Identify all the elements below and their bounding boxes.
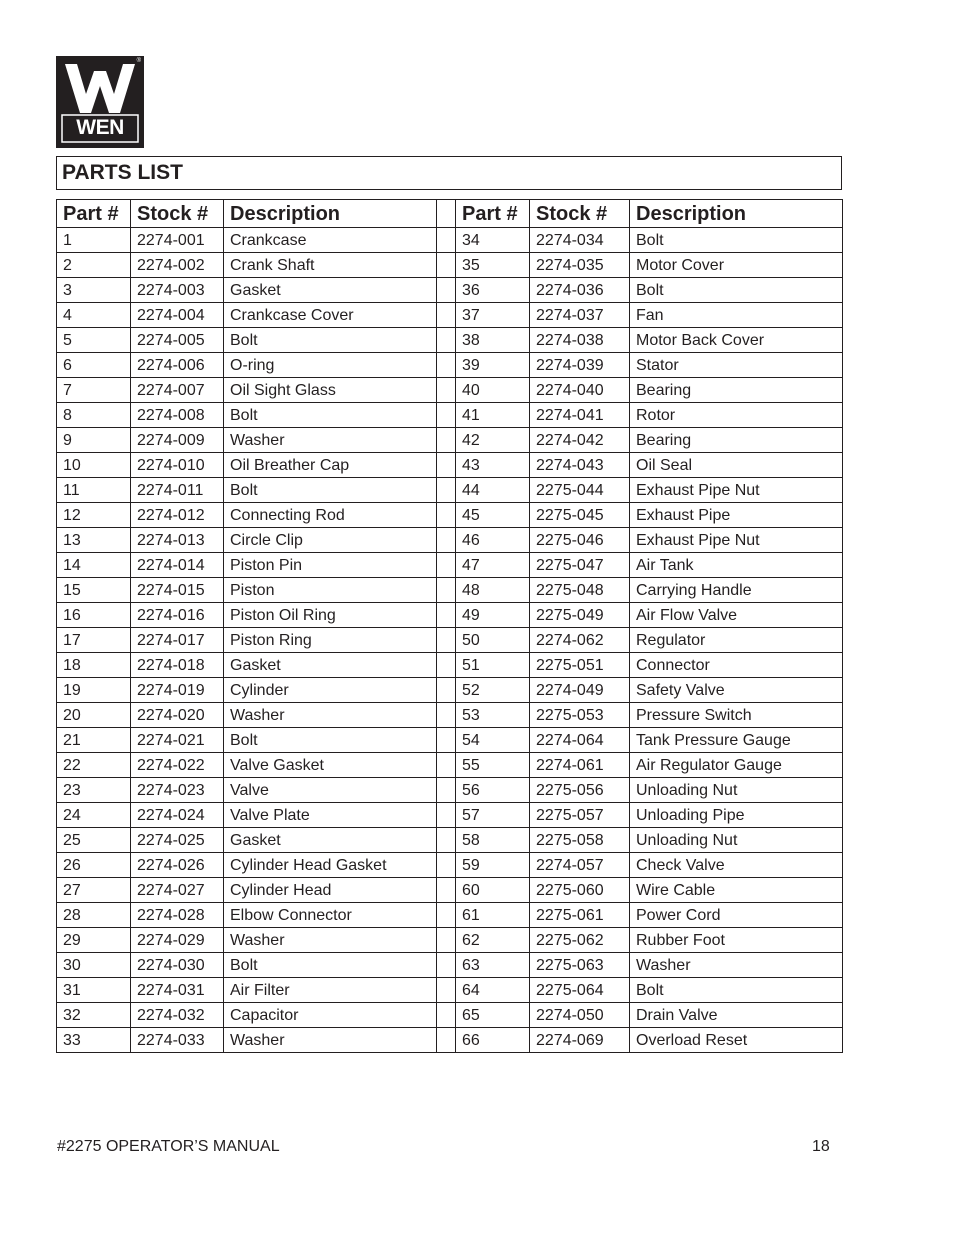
cell-stock: 2275-062 bbox=[530, 928, 630, 953]
table-row bbox=[57, 278, 843, 303]
cell-description: Motor Back Cover bbox=[630, 328, 843, 353]
cell-stock: 2274-061 bbox=[530, 753, 630, 778]
cell-description: Unloading Pipe bbox=[630, 803, 843, 828]
cell-stock: 2275-051 bbox=[530, 653, 630, 678]
cell-stock: 2274-023 bbox=[131, 778, 224, 803]
cell-part: 61 bbox=[456, 903, 530, 928]
cell-description: Washer bbox=[224, 428, 437, 453]
cell-part: 51 bbox=[456, 653, 530, 678]
cell-part: 4 bbox=[57, 303, 131, 328]
cell-description: Fan bbox=[630, 303, 843, 328]
column-gap bbox=[437, 928, 456, 953]
cell-stock: 2275-047 bbox=[530, 553, 630, 578]
cell-stock: 2275-063 bbox=[530, 953, 630, 978]
cell-stock: 2275-044 bbox=[530, 478, 630, 503]
cell-description: Gasket bbox=[224, 828, 437, 853]
column-gap bbox=[437, 703, 456, 728]
cell-stock: 2275-046 bbox=[530, 528, 630, 553]
cell-description: Cylinder Head Gasket bbox=[224, 853, 437, 878]
cell-part: 24 bbox=[57, 803, 131, 828]
cell-description: Crankcase bbox=[224, 228, 437, 253]
cell-stock: 2274-022 bbox=[131, 753, 224, 778]
cell-part: 44 bbox=[456, 478, 530, 503]
cell-description: Motor Cover bbox=[630, 253, 843, 278]
cell-description: Unloading Nut bbox=[630, 828, 843, 853]
cell-part: 32 bbox=[57, 1003, 131, 1028]
cell-description: Stator bbox=[630, 353, 843, 378]
cell-part: 7 bbox=[57, 378, 131, 403]
cell-description: Check Valve bbox=[630, 853, 843, 878]
cell-part: 36 bbox=[456, 278, 530, 303]
cell-part: 35 bbox=[456, 253, 530, 278]
column-gap bbox=[437, 678, 456, 703]
cell-description: Drain Valve bbox=[630, 1003, 843, 1028]
cell-stock: 2274-049 bbox=[530, 678, 630, 703]
cell-stock: 2275-048 bbox=[530, 578, 630, 603]
table-row bbox=[57, 803, 843, 828]
column-gap bbox=[437, 778, 456, 803]
cell-description: Connecting Rod bbox=[224, 503, 437, 528]
page-number: 18 bbox=[812, 1138, 830, 1155]
table-row bbox=[57, 428, 843, 453]
cell-description: Circle Clip bbox=[224, 528, 437, 553]
cell-stock: 2274-003 bbox=[131, 278, 224, 303]
cell-stock: 2275-058 bbox=[530, 828, 630, 853]
column-gap bbox=[437, 728, 456, 753]
cell-description: Gasket bbox=[224, 653, 437, 678]
cell-stock: 2274-026 bbox=[131, 853, 224, 878]
table-row bbox=[57, 403, 843, 428]
cell-description: Unloading Nut bbox=[630, 778, 843, 803]
cell-stock: 2274-002 bbox=[131, 253, 224, 278]
table-row bbox=[57, 228, 843, 253]
cell-stock: 2274-005 bbox=[131, 328, 224, 353]
cell-stock: 2275-056 bbox=[530, 778, 630, 803]
cell-stock: 2274-011 bbox=[131, 478, 224, 503]
cell-part: 18 bbox=[57, 653, 131, 678]
column-gap bbox=[437, 878, 456, 903]
table-row bbox=[57, 1028, 843, 1053]
cell-part: 62 bbox=[456, 928, 530, 953]
cell-part: 3 bbox=[57, 278, 131, 303]
cell-part: 40 bbox=[456, 378, 530, 403]
cell-stock: 2274-020 bbox=[131, 703, 224, 728]
cell-stock: 2274-001 bbox=[131, 228, 224, 253]
column-gap bbox=[437, 478, 456, 503]
column-gap bbox=[437, 1003, 456, 1028]
cell-description: Crank Shaft bbox=[224, 253, 437, 278]
cell-part: 57 bbox=[456, 803, 530, 828]
cell-stock: 2274-038 bbox=[530, 328, 630, 353]
cell-part: 38 bbox=[456, 328, 530, 353]
table-row bbox=[57, 603, 843, 628]
cell-description: Bolt bbox=[224, 403, 437, 428]
cell-part: 37 bbox=[456, 303, 530, 328]
cell-description: O-ring bbox=[224, 353, 437, 378]
table-row bbox=[57, 953, 843, 978]
column-gap bbox=[437, 228, 456, 253]
cell-part: 28 bbox=[57, 903, 131, 928]
cell-part: 1 bbox=[57, 228, 131, 253]
column-gap bbox=[437, 353, 456, 378]
cell-part: 8 bbox=[57, 403, 131, 428]
cell-stock: 2275-064 bbox=[530, 978, 630, 1003]
cell-description: Piston Ring bbox=[224, 628, 437, 653]
cell-stock: 2275-060 bbox=[530, 878, 630, 903]
cell-description: Bolt bbox=[224, 478, 437, 503]
cell-stock: 2274-016 bbox=[131, 603, 224, 628]
cell-part: 26 bbox=[57, 853, 131, 878]
cell-description: Air Regulator Gauge bbox=[630, 753, 843, 778]
table-row bbox=[57, 303, 843, 328]
cell-description: Capacitor bbox=[224, 1003, 437, 1028]
column-gap bbox=[437, 528, 456, 553]
column-gap bbox=[437, 803, 456, 828]
cell-part: 42 bbox=[456, 428, 530, 453]
table-row bbox=[57, 253, 843, 278]
cell-description: Cylinder bbox=[224, 678, 437, 703]
cell-part: 14 bbox=[57, 553, 131, 578]
column-gap bbox=[437, 553, 456, 578]
cell-stock: 2274-006 bbox=[131, 353, 224, 378]
cell-stock: 2274-004 bbox=[131, 303, 224, 328]
column-gap bbox=[437, 303, 456, 328]
cell-description: Bolt bbox=[630, 278, 843, 303]
cell-part: 2 bbox=[57, 253, 131, 278]
cell-stock: 2275-057 bbox=[530, 803, 630, 828]
cell-part: 52 bbox=[456, 678, 530, 703]
cell-description: Elbow Connector bbox=[224, 903, 437, 928]
cell-part: 33 bbox=[57, 1028, 131, 1053]
table-row bbox=[57, 878, 843, 903]
cell-part: 5 bbox=[57, 328, 131, 353]
manual-title: #2275 OPERATOR’S MANUAL bbox=[57, 1138, 280, 1155]
table-row bbox=[57, 328, 843, 353]
cell-description: Valve Plate bbox=[224, 803, 437, 828]
cell-description: Washer bbox=[224, 703, 437, 728]
cell-part: 13 bbox=[57, 528, 131, 553]
cell-description: Bolt bbox=[224, 728, 437, 753]
cell-stock: 2274-062 bbox=[530, 628, 630, 653]
table-row bbox=[57, 503, 843, 528]
cell-stock: 2274-012 bbox=[131, 503, 224, 528]
cell-part: 27 bbox=[57, 878, 131, 903]
cell-stock: 2274-032 bbox=[131, 1003, 224, 1028]
cell-part: 49 bbox=[456, 603, 530, 628]
table-header-row bbox=[57, 200, 843, 228]
logo-wordmark: WEN bbox=[76, 116, 124, 139]
cell-description: Bearing bbox=[630, 378, 843, 403]
cell-description: Oil Seal bbox=[630, 453, 843, 478]
cell-description: Cylinder Head bbox=[224, 878, 437, 903]
column-gap bbox=[437, 378, 456, 403]
cell-part: 54 bbox=[456, 728, 530, 753]
cell-part: 53 bbox=[456, 703, 530, 728]
column-gap bbox=[437, 603, 456, 628]
cell-stock: 2274-057 bbox=[530, 853, 630, 878]
cell-stock: 2274-034 bbox=[530, 228, 630, 253]
cell-stock: 2274-030 bbox=[131, 953, 224, 978]
cell-stock: 2274-036 bbox=[530, 278, 630, 303]
cell-part: 10 bbox=[57, 453, 131, 478]
cell-stock: 2274-031 bbox=[131, 978, 224, 1003]
col-header-stock: Stock # bbox=[131, 200, 224, 228]
cell-stock: 2274-018 bbox=[131, 653, 224, 678]
table-row bbox=[57, 828, 843, 853]
col-header-description: Description bbox=[224, 200, 437, 228]
column-gap bbox=[437, 828, 456, 853]
cell-stock: 2274-009 bbox=[131, 428, 224, 453]
col-header-description: Description bbox=[630, 200, 843, 228]
cell-part: 55 bbox=[456, 753, 530, 778]
column-gap bbox=[437, 978, 456, 1003]
cell-part: 11 bbox=[57, 478, 131, 503]
cell-description: Exhaust Pipe Nut bbox=[630, 528, 843, 553]
cell-stock: 2274-024 bbox=[131, 803, 224, 828]
table-row bbox=[57, 978, 843, 1003]
cell-stock: 2274-043 bbox=[530, 453, 630, 478]
column-gap bbox=[437, 403, 456, 428]
cell-part: 39 bbox=[456, 353, 530, 378]
cell-part: 23 bbox=[57, 778, 131, 803]
cell-stock: 2274-064 bbox=[530, 728, 630, 753]
cell-part: 9 bbox=[57, 428, 131, 453]
table-row bbox=[57, 778, 843, 803]
cell-description: Rubber Foot bbox=[630, 928, 843, 953]
cell-stock: 2274-035 bbox=[530, 253, 630, 278]
column-gap bbox=[437, 653, 456, 678]
column-gap bbox=[437, 953, 456, 978]
cell-stock: 2274-015 bbox=[131, 578, 224, 603]
column-gap bbox=[437, 1028, 456, 1053]
cell-description: Washer bbox=[224, 928, 437, 953]
cell-description: Bolt bbox=[630, 978, 843, 1003]
cell-stock: 2274-042 bbox=[530, 428, 630, 453]
cell-part: 31 bbox=[57, 978, 131, 1003]
cell-description: Bolt bbox=[224, 328, 437, 353]
cell-description: Safety Valve bbox=[630, 678, 843, 703]
cell-part: 15 bbox=[57, 578, 131, 603]
column-gap bbox=[437, 628, 456, 653]
cell-description: Valve Gasket bbox=[224, 753, 437, 778]
cell-part: 48 bbox=[456, 578, 530, 603]
cell-stock: 2274-017 bbox=[131, 628, 224, 653]
cell-description: Regulator bbox=[630, 628, 843, 653]
cell-stock: 2274-025 bbox=[131, 828, 224, 853]
parts-table-body bbox=[57, 228, 843, 1053]
cell-stock: 2275-061 bbox=[530, 903, 630, 928]
cell-part: 59 bbox=[456, 853, 530, 878]
cell-description: Power Cord bbox=[630, 903, 843, 928]
column-gap bbox=[437, 200, 456, 228]
table-row bbox=[57, 703, 843, 728]
cell-stock: 2274-037 bbox=[530, 303, 630, 328]
cell-description: Washer bbox=[224, 1028, 437, 1053]
column-gap bbox=[437, 903, 456, 928]
table-row bbox=[57, 378, 843, 403]
cell-description: Valve bbox=[224, 778, 437, 803]
cell-part: 34 bbox=[456, 228, 530, 253]
cell-description: Piston Oil Ring bbox=[224, 603, 437, 628]
table-row bbox=[57, 628, 843, 653]
cell-stock: 2274-013 bbox=[131, 528, 224, 553]
cell-description: Air Filter bbox=[224, 978, 437, 1003]
col-header-part: Part # bbox=[57, 200, 131, 228]
column-gap bbox=[437, 453, 456, 478]
cell-stock: 2274-008 bbox=[131, 403, 224, 428]
table-row bbox=[57, 528, 843, 553]
table-row bbox=[57, 678, 843, 703]
cell-description: Oil Sight Glass bbox=[224, 378, 437, 403]
cell-stock: 2274-041 bbox=[530, 403, 630, 428]
cell-part: 46 bbox=[456, 528, 530, 553]
cell-part: 43 bbox=[456, 453, 530, 478]
cell-part: 50 bbox=[456, 628, 530, 653]
cell-part: 58 bbox=[456, 828, 530, 853]
table-row bbox=[57, 578, 843, 603]
cell-description: Pressure Switch bbox=[630, 703, 843, 728]
column-gap bbox=[437, 578, 456, 603]
cell-stock: 2274-007 bbox=[131, 378, 224, 403]
registered-mark: ® bbox=[136, 58, 141, 64]
cell-part: 56 bbox=[456, 778, 530, 803]
table-row bbox=[57, 903, 843, 928]
cell-description: Tank Pressure Gauge bbox=[630, 728, 843, 753]
cell-description: Connector bbox=[630, 653, 843, 678]
cell-description: Wire Cable bbox=[630, 878, 843, 903]
table-row bbox=[57, 478, 843, 503]
cell-part: 25 bbox=[57, 828, 131, 853]
cell-part: 19 bbox=[57, 678, 131, 703]
cell-part: 20 bbox=[57, 703, 131, 728]
wen-logo bbox=[56, 56, 144, 148]
cell-description: Carrying Handle bbox=[630, 578, 843, 603]
cell-stock: 2274-033 bbox=[131, 1028, 224, 1053]
col-header-part: Part # bbox=[456, 200, 530, 228]
cell-stock: 2274-039 bbox=[530, 353, 630, 378]
cell-stock: 2274-029 bbox=[131, 928, 224, 953]
cell-part: 66 bbox=[456, 1028, 530, 1053]
cell-description: Exhaust Pipe Nut bbox=[630, 478, 843, 503]
cell-description: Overload Reset bbox=[630, 1028, 843, 1053]
cell-description: Piston bbox=[224, 578, 437, 603]
cell-stock: 2274-019 bbox=[131, 678, 224, 703]
cell-stock: 2274-021 bbox=[131, 728, 224, 753]
cell-description: Washer bbox=[630, 953, 843, 978]
table-row bbox=[57, 853, 843, 878]
cell-description: Exhaust Pipe bbox=[630, 503, 843, 528]
table-row bbox=[57, 728, 843, 753]
cell-part: 16 bbox=[57, 603, 131, 628]
cell-stock: 2274-027 bbox=[131, 878, 224, 903]
cell-stock: 2275-049 bbox=[530, 603, 630, 628]
cell-part: 64 bbox=[456, 978, 530, 1003]
cell-stock: 2275-045 bbox=[530, 503, 630, 528]
cell-stock: 2275-053 bbox=[530, 703, 630, 728]
cell-description: Gasket bbox=[224, 278, 437, 303]
cell-stock: 2274-014 bbox=[131, 553, 224, 578]
cell-description: Bolt bbox=[224, 953, 437, 978]
cell-stock: 2274-040 bbox=[530, 378, 630, 403]
table-row bbox=[57, 353, 843, 378]
table-row bbox=[57, 553, 843, 578]
cell-description: Oil Breather Cap bbox=[224, 453, 437, 478]
cell-part: 29 bbox=[57, 928, 131, 953]
cell-description: Crankcase Cover bbox=[224, 303, 437, 328]
column-gap bbox=[437, 503, 456, 528]
column-gap bbox=[437, 753, 456, 778]
column-gap bbox=[437, 428, 456, 453]
cell-description: Air Tank bbox=[630, 553, 843, 578]
cell-part: 21 bbox=[57, 728, 131, 753]
cell-part: 6 bbox=[57, 353, 131, 378]
page-title: PARTS LIST bbox=[56, 156, 842, 190]
cell-description: Bolt bbox=[630, 228, 843, 253]
col-header-stock: Stock # bbox=[530, 200, 630, 228]
cell-part: 45 bbox=[456, 503, 530, 528]
cell-part: 47 bbox=[456, 553, 530, 578]
cell-description: Piston Pin bbox=[224, 553, 437, 578]
table-row bbox=[57, 753, 843, 778]
cell-stock: 2274-028 bbox=[131, 903, 224, 928]
cell-part: 41 bbox=[456, 403, 530, 428]
column-gap bbox=[437, 253, 456, 278]
cell-stock: 2274-069 bbox=[530, 1028, 630, 1053]
column-gap bbox=[437, 278, 456, 303]
table-row bbox=[57, 653, 843, 678]
cell-part: 12 bbox=[57, 503, 131, 528]
column-gap bbox=[437, 328, 456, 353]
cell-stock: 2274-050 bbox=[530, 1003, 630, 1028]
table-row bbox=[57, 928, 843, 953]
cell-part: 60 bbox=[456, 878, 530, 903]
table-row bbox=[57, 1003, 843, 1028]
cell-part: 22 bbox=[57, 753, 131, 778]
cell-part: 30 bbox=[57, 953, 131, 978]
cell-part: 17 bbox=[57, 628, 131, 653]
cell-description: Bearing bbox=[630, 428, 843, 453]
cell-part: 63 bbox=[456, 953, 530, 978]
cell-part: 65 bbox=[456, 1003, 530, 1028]
cell-description: Rotor bbox=[630, 403, 843, 428]
cell-stock: 2274-010 bbox=[131, 453, 224, 478]
table-row bbox=[57, 453, 843, 478]
parts-table bbox=[56, 199, 843, 1053]
column-gap bbox=[437, 853, 456, 878]
cell-description: Air Flow Valve bbox=[630, 603, 843, 628]
